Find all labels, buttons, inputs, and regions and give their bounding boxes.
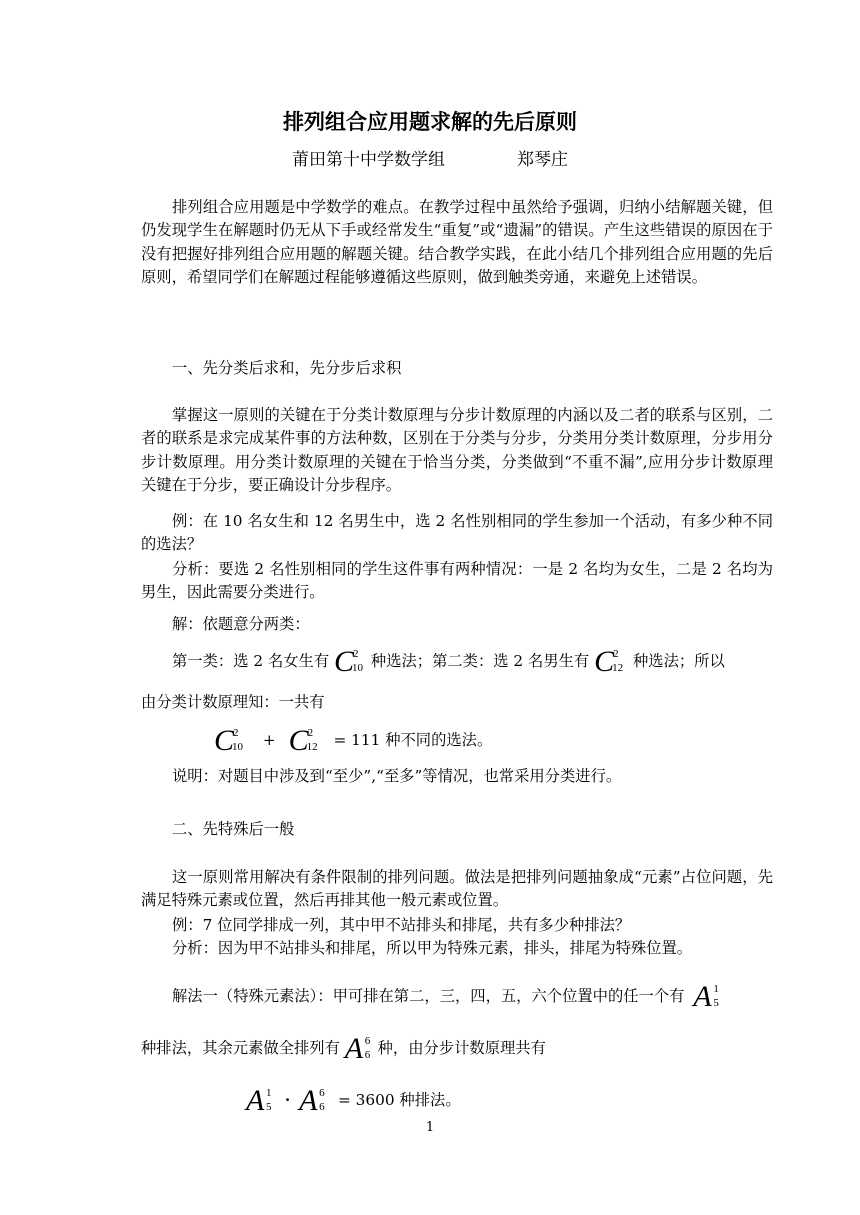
method1-text-a: 解法一（特殊元素法）：甲可排在第二，三，四，五，六个位置中的任一个有 xyxy=(172,987,685,1005)
section1-principle-line: 由分类计数原理知：一共有 xyxy=(141,693,325,711)
method1-text-c: 种，由分步计数原理共有 xyxy=(377,1039,546,1057)
formula-c12-2: C 2 12 xyxy=(288,724,318,757)
section2-heading: 二、先特殊后一般 xyxy=(172,820,295,838)
section2-method1-line xyxy=(172,976,723,1016)
section1-formula: C 2 10 + C 2 12 = 111 种不同的选法。 xyxy=(214,720,492,760)
permutation-a5-1: A 1 5 xyxy=(693,980,719,1013)
case-text-b: 种选法；第二类：选 2 名男生有 xyxy=(370,652,590,670)
formula-result-2: = 3600 种排法。 xyxy=(337,1091,461,1109)
section2-analysis: 分析：因为甲不站排头和排尾，所以甲为特殊元素，排头，排尾为特殊位置。 xyxy=(172,939,693,957)
case-text-c: 种选法；所以 xyxy=(632,652,725,670)
section2-example: 例：7 位同学排成一列，其中甲不站排头和排尾，共有多少种排法？ xyxy=(172,916,631,934)
page-number: 1 xyxy=(425,1120,435,1135)
section1-analysis: 分析：要选 2 名性别相同的学生这件事有两种情况：一是 2 名均为女生，二是 2 名均为男生，因此需要分类进行。 xyxy=(141,560,773,602)
page-title: 排列组合应用题求解的先后原则 xyxy=(283,110,577,134)
intro-paragraph: 排列组合应用题是中学数学的难点。在教学过程中虽然给予强调，归纳小结解题关键，但仍发现学生在解题时仍无从下手或经常发生“重复”或“遗漏”的错误。产生这些错误的原因在于没有把握好排列组合应用题的解题关键。结合教学实践，在此小结几个排列组合应用题的先后原则，希望同学们在解题过程能够遵循这些原则，做到触类旁通，来避免上述错误。 xyxy=(141,198,773,287)
author-line xyxy=(0,145,860,170)
author-name: 郑琴庄 xyxy=(517,150,568,170)
section1-solution: 解：依题意分两类： xyxy=(172,615,310,633)
formula-result: = 111 种不同的选法。 xyxy=(333,731,493,749)
section2-method1-line2 xyxy=(141,1028,546,1068)
section1-paragraph: 掌握这一原则的关键在于分类计数原理与分步计数原理的内涵以及二者的联系与区别，二者的联系是求完成某件事的方法种数，区别在于分类与分步，分类用分类计数原理，分步用分步计数原理。用分类计数原理的关键在于恰当分类，分类做到“不重不漏”,应用分步计数原理关键在于分步，要正确设计分步程序。 xyxy=(141,406,773,495)
permutation-a6-6: A 6 6 xyxy=(344,1032,371,1065)
section1-note: 说明：对题目中涉及到“至少”,“至多”等情况，也常采用分类进行。 xyxy=(172,767,622,785)
formula-c10-2: C 2 10 xyxy=(214,724,243,757)
combination-c12-2: C 2 12 xyxy=(594,645,624,678)
section1-example: 例：在 10 名女生和 12 名男生中，选 2 名性别相同的学生参加一个活动，有多少种不同的选法？ xyxy=(141,512,773,554)
section1-cases-line xyxy=(172,643,725,679)
section2-paragraph: 这一原则常用解决有条件限制的排列问题。做法是把排列问题抽象成“元素”占位问题，先满足特殊元素或位置，然后再排其他一般元素或位置。 xyxy=(141,868,773,910)
case-text-a: 第一类：选 2 名女生有 xyxy=(172,652,330,670)
formula-a6-6: A 6 6 xyxy=(299,1084,325,1117)
section2-formula: A 1 5 · A 6 6 = 3600 种排法。 xyxy=(246,1080,461,1120)
combination-c10-2: C 2 10 xyxy=(334,645,364,678)
formula-a5-1: A 1 5 xyxy=(246,1084,272,1117)
author-school: 莆田第十中学数学组 xyxy=(292,150,445,170)
section1-heading: 一、先分类后求和，先分步后求积 xyxy=(172,359,402,377)
method1-text-b: 种排法，其余元素做全排列有 xyxy=(141,1039,340,1057)
